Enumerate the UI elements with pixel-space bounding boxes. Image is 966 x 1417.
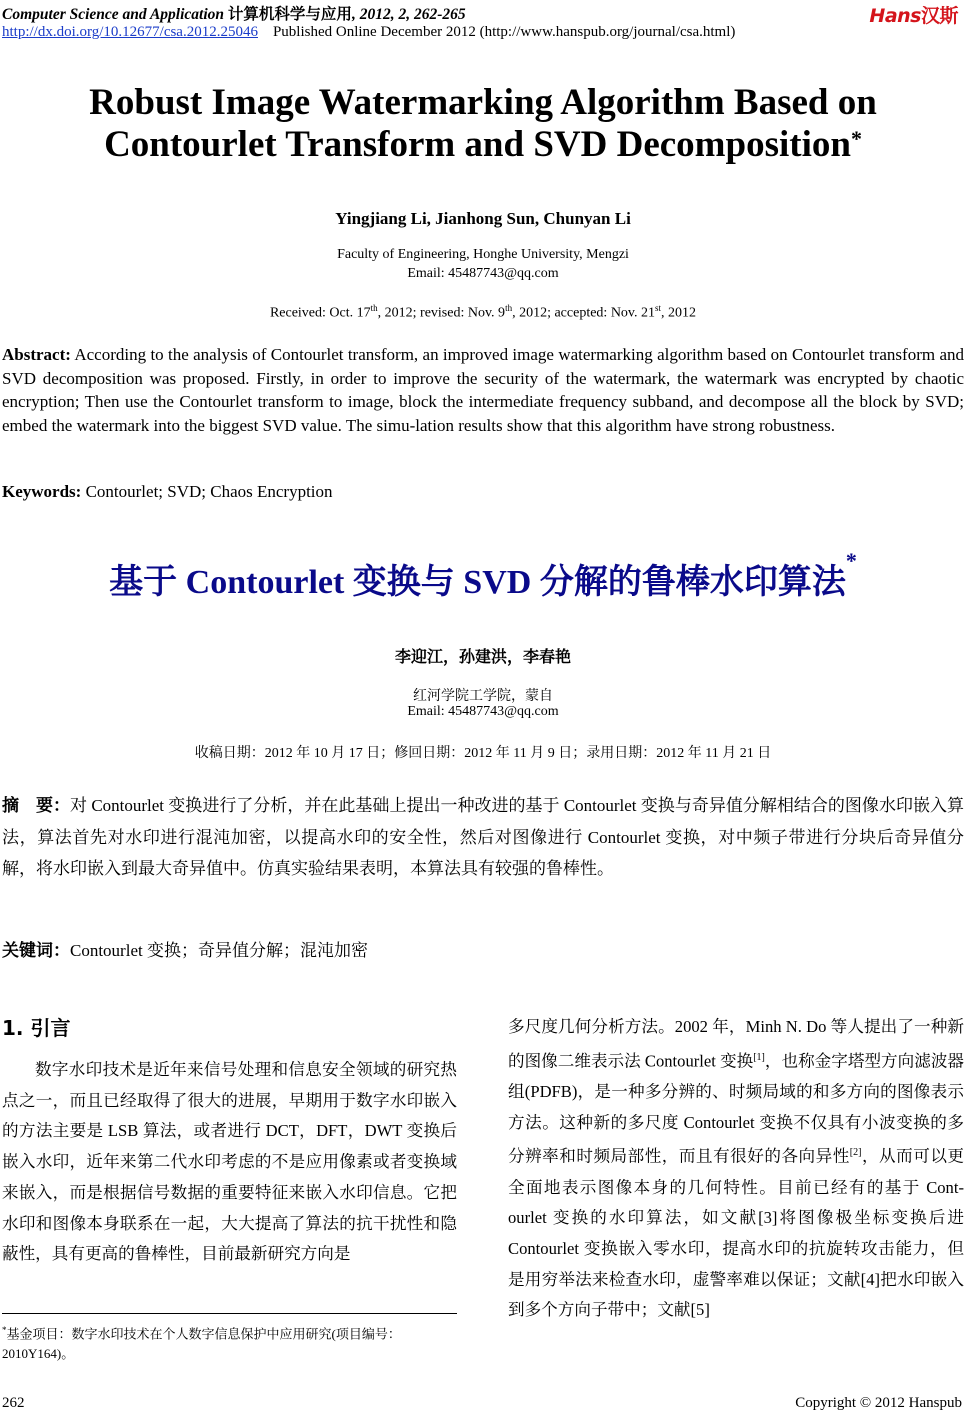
ordinal-suffix: th [505,303,513,313]
logo-text-en: Hans [869,5,921,27]
abstract-en-text: According to the analysis of Contourlet transform, an improved image watermarking algorithm based on Contourlet transform and SVD decomposition was proposed. Firstly, in order to improve the security of the watermark, the watermark was encrypted by chaotic encryption; Then use the Contourlet transform to image, block the intermediate frequency subband, and decompose all the block by SVD; embed the watermark into the biggest SVD value. The simu-lation results show that this algorithm have strong robustness. [2,345,964,435]
keywords-cn-text: Contourlet 变换；奇异值分解；混沌加密 [70,941,368,960]
year-text: , 2012 [661,305,697,321]
intro-right-text-b: ，也称金字塔型方向滤波器组(PDFB)，是一种多分辨的、时频局域的和多方向的图像表示方法。这种新的多尺度 Contourlet 变换不仅具有小波变换的多分辨率和时频局部性，而且有很好的各向异性 [508,1051,965,1166]
paper-title-cn [0,548,966,603]
keywords-en-label: Keywords: [2,482,82,501]
dates-cn: 收稿日期：2012 年 10 月 17 日；修回日期：2012 年 11 月 9 日；录用日期：2012 年 11 月 21 日 [194,746,772,761]
keywords-cn [2,936,368,961]
intro-right-text-c: ，从而可以更全面地表示图像本身的几何特性。目前已经有的基于 Cont-ourlet 变换的水印算法，如文献[3]将图像极坐标变换后进 Contourlet 变换嵌入零水印，提高水印的抗旋转攻击能力，但是用穷举法来检查水印，虚警率难以保证；文献[4]把水印嵌入到多个方向子带中；文献[5] [508,1146,965,1320]
accepted-text: , 2012; accepted: Nov. 21 [512,305,656,321]
ordinal-suffix: th [370,303,378,313]
title-footnote-mark: * [850,126,862,151]
published-info: Published Online December 2012 (http://www.hanspub.org/journal/csa.html) [272,24,736,40]
ordinal-suffix: st [655,303,662,313]
journal-name-cn: 计算机科学与应用 [227,6,352,23]
abstract-cn [2,790,964,884]
email-cn: Email: 45487743@qq.com [407,704,559,719]
keywords-cn-label: 关键词： [2,941,70,961]
revised-text: , 2012; revised: Nov. 9 [377,305,506,321]
title-cn-text: 基于 Contourlet 变换与 SVD 分解的鲁棒水印算法 [109,564,846,601]
footnote-divider [2,1313,457,1314]
intro-right-text-a: 多尺度几何分析方法。2002 年，Minh N. Do 等人提出了一种新的图像二维表示法 Contourlet 变换 [508,1017,964,1071]
intro-left-column: 数字水印技术是近年来信号处理和信息安全领域的研究热点之一，而且已经取得了很大的进展，早期用于数字水印嵌入的方法主要是 LSB 算法，或者进行 DCT，DFT，DWT 变换后嵌入水印，近年来第二代水印考虑的不是应用像素或者变换域来嵌入，而是根据信号数据的重要特征来嵌入水印信息。它把水印和图像本身联系在一起，大大提高了算法的抗干扰性和隐蔽性，具有更高的鲁棒性，目前最新研究方向是 [2,1060,457,1264]
abstract-cn-text: 对 Contourlet 变换进行了分析，并在此基础上提出一种改进的基于 Contourlet 变换与奇异值分解相结合的图像水印嵌入算法，算法首先对水印进行混沌加密，以提高水印的安全性，然后对图像进行 Contourlet 变换，对中频子带进行分块后奇异值分解，将水印嵌入到最大奇异值中。仿真实验结果表明，本算法具有较强的鲁棒性。 [2,796,964,878]
footnote-mark: * [2,1325,7,1335]
footnote-text: 基金项目：数字水印技术在个人数字信息保护中应用研究(项目编号：2010Y164)。 [2,1326,401,1362]
affiliation-cn: 红河学院工学院，蒙自 [413,689,553,704]
paper-title-en [0,82,966,166]
citation-ref: [1] [753,1051,765,1063]
affiliation-en: Faculty of Engineering, Honghe University, Mengzi [337,247,629,262]
keywords-en-text: Contourlet; SVD; Chaos Encryption [81,482,333,501]
keywords-en [2,482,333,502]
logo-text-cn: 汉斯 [920,5,958,27]
intro-right-column [508,1012,964,1326]
title-cn-footnote-mark: * [845,548,857,573]
authors-en: Yingjiang Li, Jianhong Sun, Chunyan Li [335,209,631,228]
volume-info: , 2012, 2, 262-265 [351,6,466,23]
journal-header [2,2,466,24]
email-en: Email: 45487743@qq.com [407,266,559,281]
doi-link[interactable]: http://dx.doi.org/10.12677/csa.2012.25046 [2,24,258,40]
abstract-en [2,343,964,437]
journal-name-en: Computer Science and Application [2,6,225,23]
copyright-notice: Copyright © 2012 Hanspub [795,1395,962,1411]
doi-line [2,24,735,41]
authors-cn: 李迎江，孙建洪，李春艳 [394,647,571,666]
received-dates [0,303,966,322]
abstract-cn-label: 摘 要： [2,796,71,816]
citation-ref: [2] [849,1147,862,1159]
abstract-en-label: Abstract: [2,345,71,364]
hans-logo [869,1,958,28]
page-number: 262 [2,1395,25,1411]
received-text: Received: Oct. 17 [269,305,371,321]
footnote [2,1320,457,1364]
section-heading-introduction: 1. 引言 [2,1016,71,1040]
title-en-text: Robust Image Watermarking Algorithm Based on Contourlet Transform and SVD Decomposition [89,82,877,165]
